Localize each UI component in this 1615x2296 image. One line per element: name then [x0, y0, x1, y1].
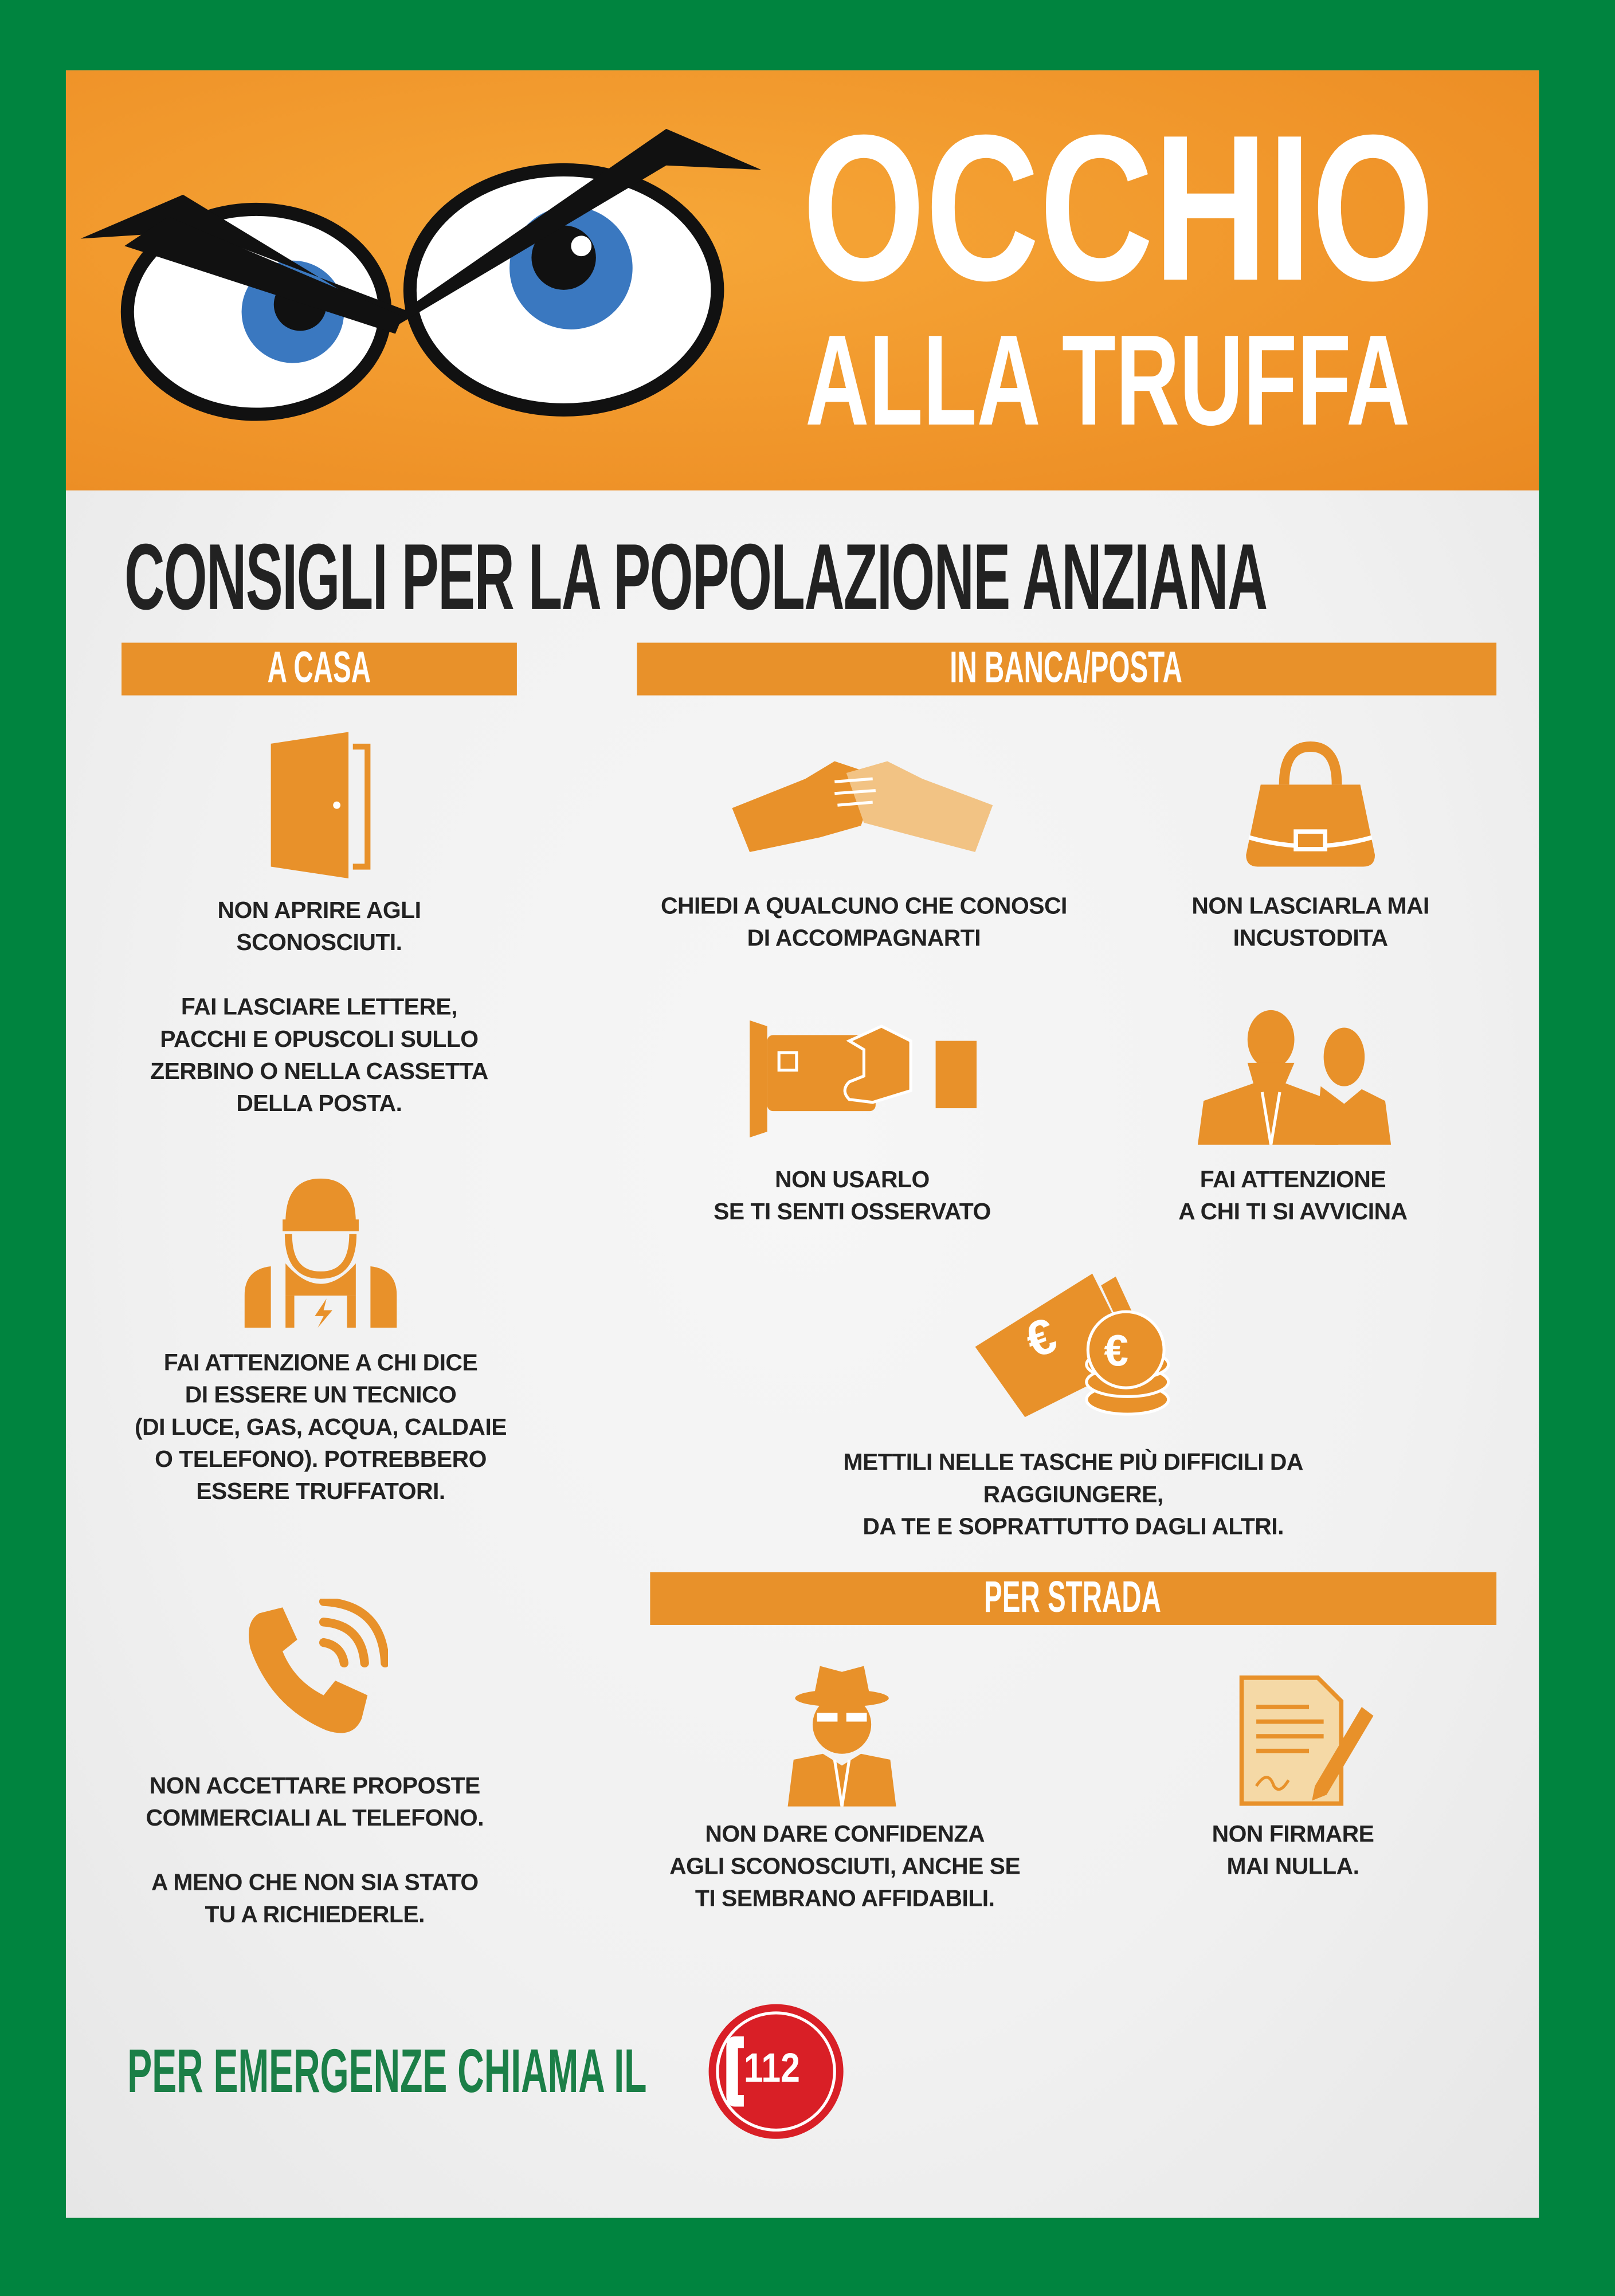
tip-text: FAI ATTENZIONE A CHI DICE DI ESSERE UN TECNICO (DI LUCE, GAS, ACQUA, CALDAIE O TELEFONO). POTREBBERO ESSERE TRUFFATORI. [134, 1351, 507, 1505]
title-occhio: OCCHIO [802, 92, 1434, 325]
emergency-text: PER EMERGENZE CHIAMA IL [127, 2036, 647, 2105]
section-header-street [650, 1572, 1496, 1625]
tip-text: CHIEDI A QUALCUNO CHE CONOSCI DI ACCOMPAGNARTI [660, 894, 1067, 952]
section-header-bank [637, 643, 1496, 696]
handshake-icon [732, 749, 993, 855]
section-label: IN BANCA/POSTA [950, 644, 1183, 693]
money-icon [975, 1274, 1171, 1417]
svg-text:€: € [1018, 1307, 1064, 1369]
handbag-icon [1243, 741, 1378, 867]
angry-eyes-icon [81, 129, 762, 422]
tip-text: NON LASCIARLA MAI INCUSTODITA [1191, 894, 1429, 952]
page-subtitle: CONSIGLI PER LA POPOLAZIONE ANZIANA [124, 524, 1267, 630]
tip-text: A MENO CHE NON SIA STATO TU A RICHIEDERLE. [151, 1871, 479, 1928]
tip-text: METTILI NELLE TASCHE PIÙ DIFFICILI DA RAGGIUNGERE, DA TE E SOPRATTUTTO DAGLI ALTRI. [843, 1450, 1303, 1540]
tip-text: FAI LASCIARE LETTERE, PACCHI E OPUSCOLI SULLO ZERBINO O NELLA CASSETTA DELLA POSTA. [150, 995, 488, 1117]
section-label: A CASA [267, 644, 371, 693]
technician-icon [245, 1179, 397, 1328]
tip-text: NON FIRMARE MAI NULLA. [1212, 1822, 1374, 1880]
tip-text: NON APRIRE AGLI SCONOSCIUTI. [217, 898, 421, 956]
emergency-number: 112 [743, 2045, 800, 2091]
tip-text: FAI ATTENZIONE A CHI TI SI AVVICINA [1178, 1168, 1408, 1226]
section-label: PER STRADA [985, 1573, 1162, 1622]
door-icon [268, 732, 374, 878]
atm-card-icon [750, 1021, 977, 1137]
emergency-112-badge[interactable] [709, 2004, 844, 2139]
svg-text:€: € [1104, 1326, 1129, 1376]
document-sign-icon [1238, 1675, 1373, 1807]
tip-text: NON ACCETTARE PROPOSTE COMMERCIALI AL TELEFONO. [146, 1774, 484, 1832]
spy-icon [785, 1660, 899, 1806]
people-icon [1198, 1007, 1391, 1145]
title-alla-truffa: ALLA TRUFFA [805, 307, 1410, 453]
tip-text: NON USARLO SE TI SENTI OSSERVATO [714, 1168, 991, 1226]
phone-icon [242, 1599, 388, 1745]
section-header-home [121, 643, 517, 696]
tip-text: NON DARE CONFIDENZA AGLI SCONOSCIUTI, ANCHE SE TI SEMBRANO AFFIDABILI. [669, 1822, 1021, 1912]
